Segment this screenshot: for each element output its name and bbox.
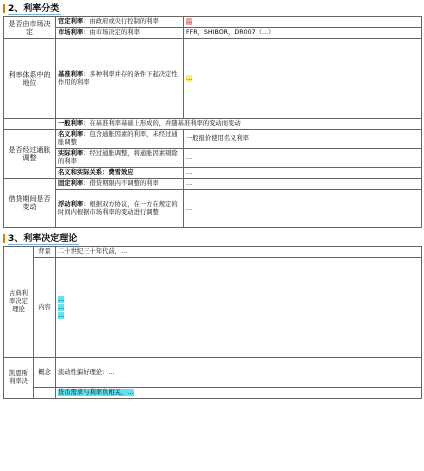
group-label: 凯恩斯利率决 (4, 358, 34, 399)
row-term: 一般利率：在基准利率基础上形成的，并随基准利率的变动而变动 (56, 119, 422, 130)
row-detail: 一般报价使用名义利率 (184, 130, 422, 149)
row-term: 基准利率：多种利率并存的条件下起决定性作用的利率 (56, 39, 184, 119)
row-detail: FFR，SHIBOR，DR007（…） (184, 28, 422, 39)
section-title-2: 3、利率决定理论 (8, 231, 79, 245)
content-line: … (58, 311, 65, 319)
group-label: 是否由市场决定 (4, 17, 56, 39)
row-term: 固定利率：借贷期限内不调整的利率 (56, 179, 184, 190)
row-detail: … (184, 179, 422, 190)
row-term: 名义利率：包含通胀因素的利率，未经过通胀调整 (56, 130, 184, 149)
group-label: 是否经过通胀调整 (4, 130, 56, 179)
row-term: 实际利率：经过通胀调整，将通胀因素剔除的利率 (56, 149, 184, 168)
heading-bar-icon (3, 234, 5, 243)
row-detail: … (184, 149, 422, 168)
content-label: 内容 (34, 258, 56, 358)
concept-text: 流动性偏好理论：… (56, 358, 422, 388)
interest-rate-theory-table (3, 246, 422, 399)
heading-bar-icon (3, 4, 5, 13)
section-heading-1 (0, 0, 424, 16)
content-text (56, 258, 422, 358)
content-line: … (58, 295, 65, 303)
section-title-1: 2、利率分类 (8, 1, 61, 15)
group-label: 古典利率决定理论 (4, 247, 34, 358)
interest-rate-classification-table (3, 16, 422, 228)
section-heading-2 (0, 230, 424, 246)
money-demand-text: 货币需求与利率负相关，… (56, 388, 422, 399)
content-line: … (58, 303, 65, 311)
row-detail: … (184, 39, 422, 119)
row-term: 名义和实际关系：费雪效应 (56, 168, 184, 179)
group-label: 利率体系中的地位 (4, 39, 56, 119)
row-spacer (4, 119, 56, 130)
row-term: 官定利率：由政府或央行控制的利率 (56, 17, 184, 28)
row-detail: … (184, 17, 422, 28)
row-spacer (34, 388, 56, 399)
background-label: 背景 (34, 247, 56, 258)
row-term: 市场利率：由市场决定的利率 (56, 28, 184, 39)
group-label: 借贷期间是否变动 (4, 179, 56, 228)
concept-label: 概念 (34, 358, 56, 388)
row-term: 浮动利率：根据双方协议，在一方在规定的时间内根据市场利率的变动进行调整 (56, 190, 184, 228)
row-detail: … (184, 190, 422, 228)
row-detail: … (184, 168, 422, 179)
background-text: 二十世纪三十年代前，… (56, 247, 422, 258)
